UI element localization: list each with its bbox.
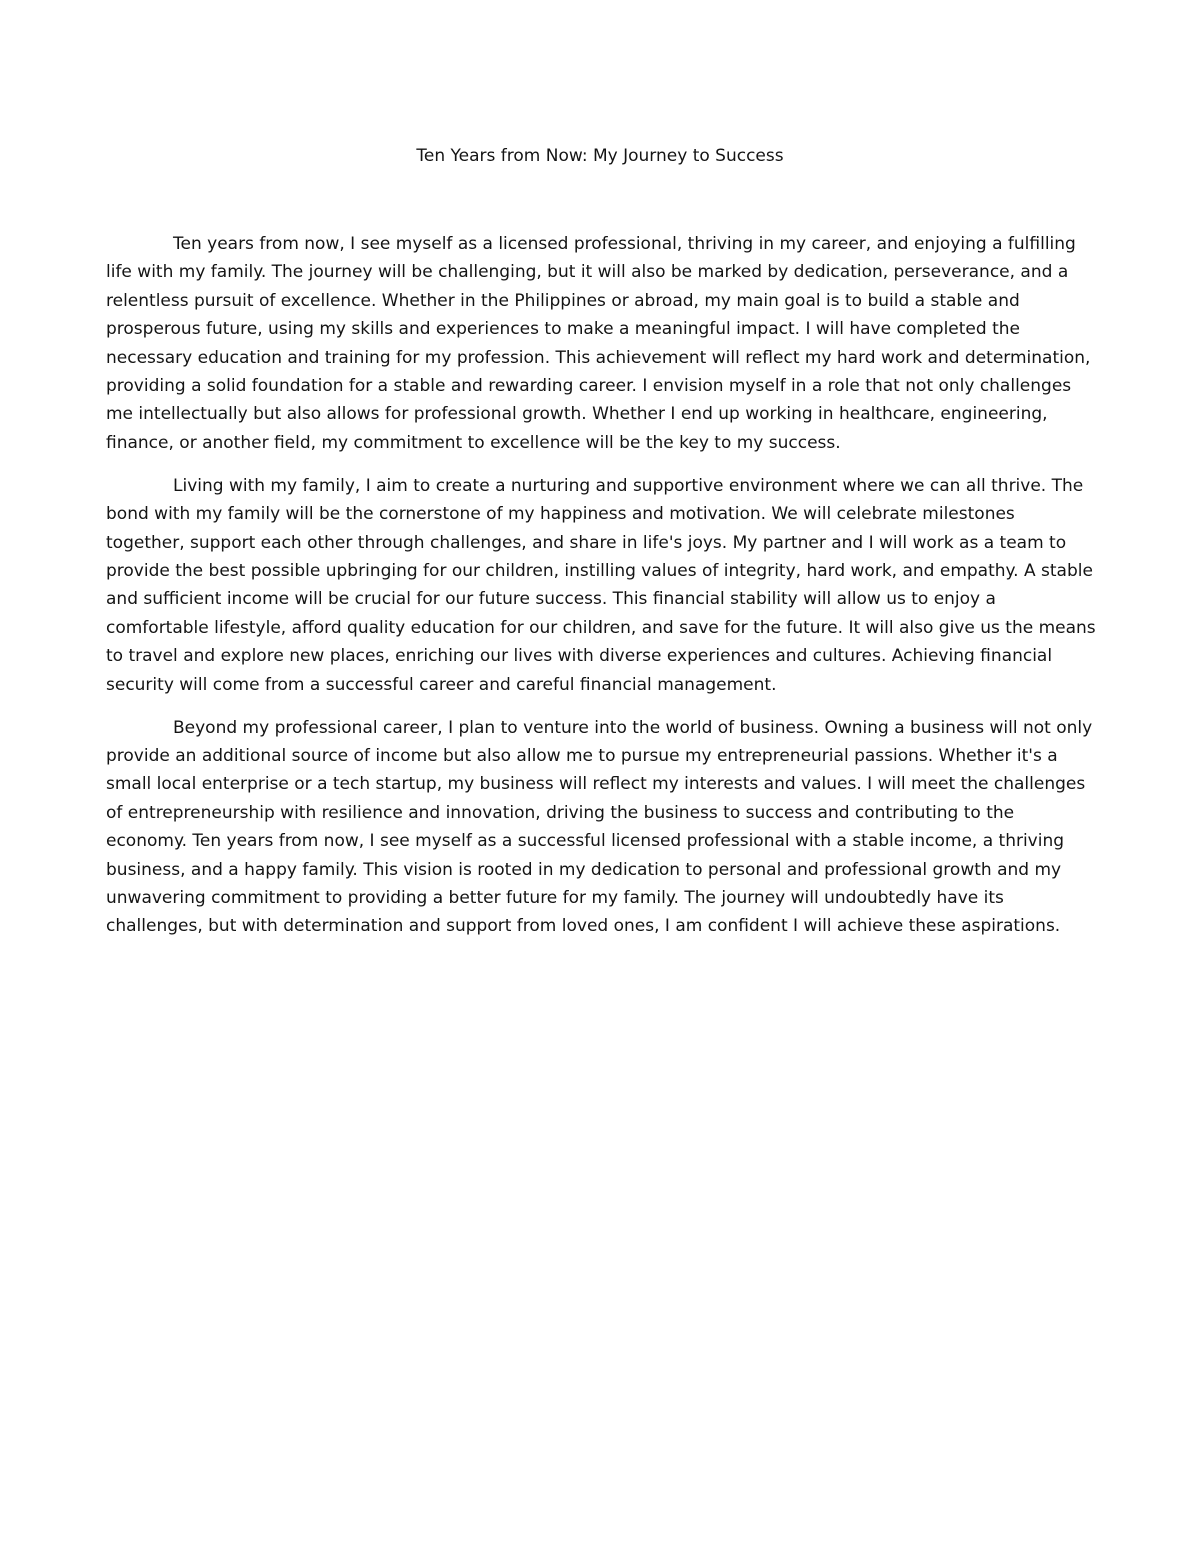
document-body	[106, 230, 1096, 955]
paragraph-2: Living with my family, I aim to create a nurturing and supportive environment where we can all thrive. The bond with my family will be the cornerstone of my happiness and motivation. We will celebrate milestones together, support each other through challenges, and share in life's joys. My partner and I will work as a team to provide the best possible upbringing for our children, instilling values of integrity, hard work, and empathy. A stable and sufficient income will be crucial for our future success. This financial stability will allow us to enjoy a comfortable lifestyle, afford quality education for our children, and save for the future. It will also give us the means to travel and explore new places, enriching our lives with diverse experiences and cultures. Achieving financial security will come from a successful career and careful financial management.	[106, 475, 1096, 695]
document-title: Ten Years from Now: My Journey to Success	[416, 146, 784, 166]
paragraph-1: Ten years from now, I see myself as a licensed professional, thriving in my career, and enjoying a fulfilling life with my family. The journey will be challenging, but it will also be marked by dedication, perseverance, and a relentless pursuit of excellence. Whether in the Philippines or abroad, my main goal is to build a stable and prosperous future, using my skills and experiences to make a meaningful impact. I will have completed the necessary education and training for my profession. This achievement will reflect my hard work and determination, providing a solid foundation for a stable and rewarding career. I envision myself in a role that not only challenges me intellectually but also allows for professional growth. Whether I end up working in healthcare, engineering, finance, or another field, my commitment to excellence will be the key to my success.	[106, 234, 1091, 453]
paragraph-3: Beyond my professional career, I plan to venture into the world of business. Owning a business will not only provide an additional source of income but also allow me to pursue my entrepreneurial passions. Whether it's a small local enterprise or a tech startup, my business will reflect my interests and values. I will meet the challenges of entrepreneurship with resilience and innovation, driving the business to success and contributing to the economy. Ten years from now, I see myself as a successful licensed professional with a stable income, a thriving business, and a happy family. This vision is rooted in my dedication to personal and professional growth and my unwavering commitment to providing a better future for my family. The journey will undoubtedly have its challenges, but with determination and support from loved ones, I am confident I will achieve these aspirations.	[106, 717, 1093, 937]
